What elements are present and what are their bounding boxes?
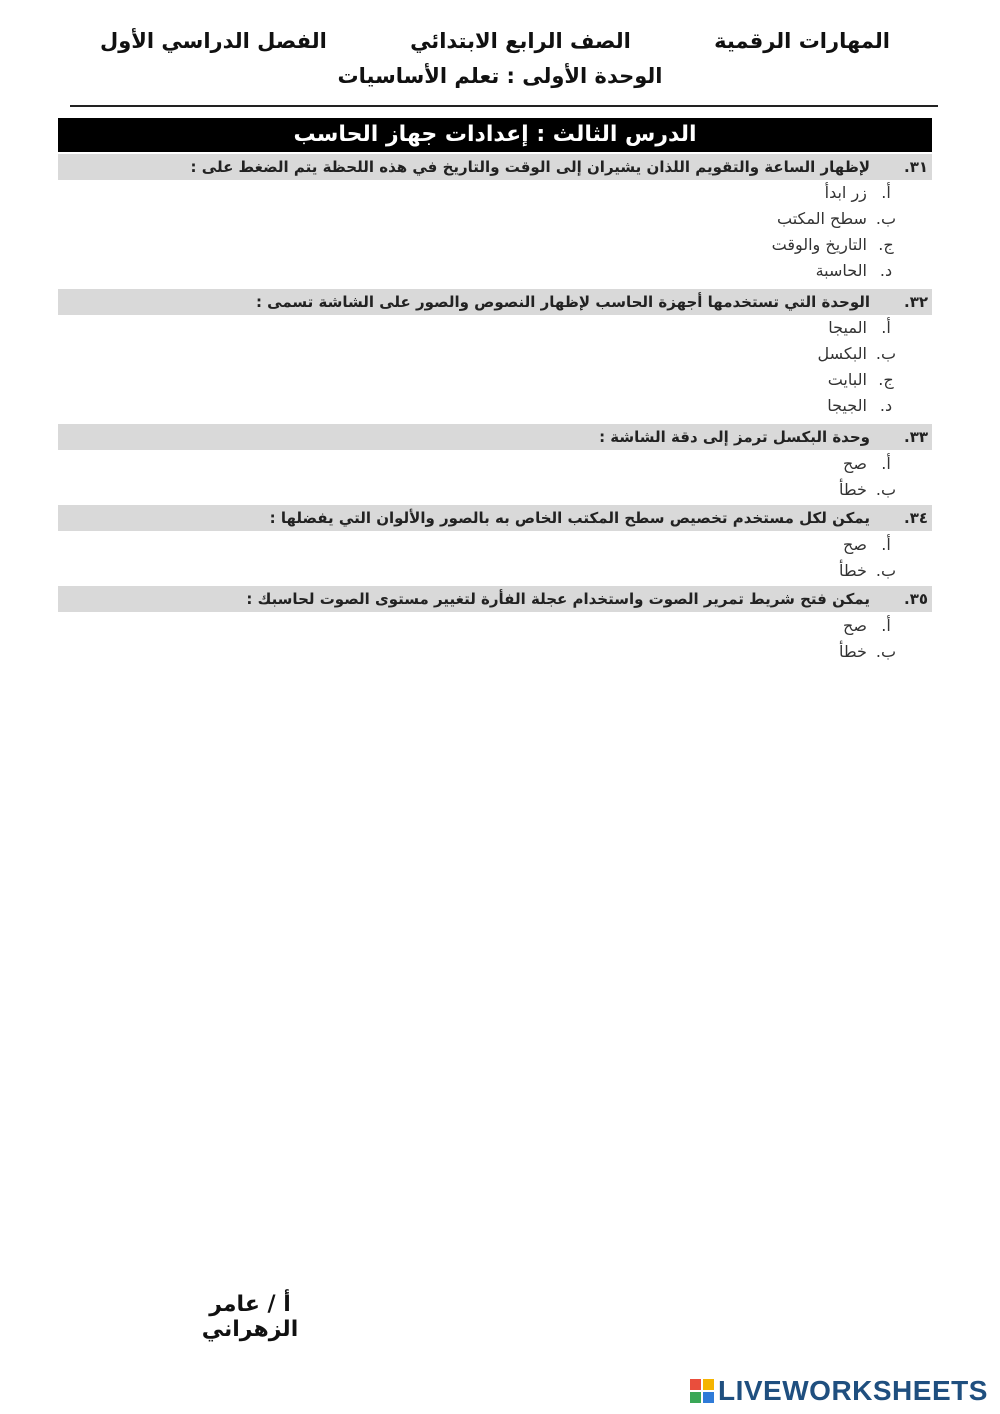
option-31-a[interactable]	[825, 180, 900, 206]
header-divider	[70, 105, 938, 107]
option-text: صح	[842, 616, 867, 635]
logo-square-blue	[703, 1392, 714, 1403]
document-header	[100, 24, 890, 58]
teacher-signature: أ / عامر الزهراني	[201, 1292, 299, 1342]
question-number: ٣٣.	[903, 428, 928, 446]
option-35-b[interactable]	[839, 639, 900, 665]
option-34-b[interactable]	[839, 558, 900, 584]
option-31-c[interactable]	[772, 232, 900, 258]
question-text: لإظهار الساعة والتقويم اللذان يشيران إلى الوقت والتاريخ في هذه اللحظة يتم الضغط على :	[190, 158, 870, 176]
logo-square-red	[690, 1379, 701, 1390]
option-letter: ب.	[875, 209, 897, 228]
option-letter: ب.	[875, 480, 897, 499]
option-letter: أ.	[881, 616, 891, 635]
option-31-b[interactable]	[777, 206, 900, 232]
option-text: الحاسبة	[815, 261, 867, 280]
grade-title: الصف الرابع الابتدائي	[410, 29, 631, 53]
question-35	[58, 586, 932, 612]
question-number: ٣١.	[903, 158, 928, 176]
option-letter: أ.	[881, 183, 891, 202]
option-letter: ب.	[875, 561, 897, 580]
option-text: صح	[842, 454, 867, 473]
unit-title: الوحدة الأولى : تعلم الأساسيات	[337, 64, 663, 88]
logo-square-green	[690, 1392, 701, 1403]
option-33-a[interactable]	[843, 451, 900, 477]
option-32-b[interactable]	[818, 341, 900, 367]
option-letter: أ.	[881, 318, 891, 337]
option-text: صح	[842, 535, 867, 554]
question-text: يمكن لكل مستخدم تخصيص سطح المكتب الخاص به بالصور والألوان التي يفضلها :	[269, 509, 870, 527]
option-text: خطأ	[839, 642, 867, 661]
option-letter: أ.	[881, 535, 891, 554]
term-title: الفصل الدراسي الأول	[100, 29, 327, 53]
liveworksheets-logo[interactable]	[690, 1374, 988, 1408]
option-text: التاريخ والوقت	[771, 235, 867, 254]
question-number: ٣٤.	[903, 509, 928, 527]
option-letter: د.	[879, 261, 893, 280]
option-letter: د.	[879, 396, 893, 415]
option-letter: ج.	[878, 370, 894, 389]
option-text: الميجا	[828, 318, 867, 337]
question-number: ٣٢.	[903, 293, 928, 311]
question-text: وحدة البكسل ترمز إلى دقة الشاشة :	[599, 428, 870, 446]
option-text: خطأ	[839, 561, 867, 580]
brand-logo-icon	[690, 1379, 714, 1403]
option-text: الجيجا	[827, 396, 867, 415]
option-text: البايت	[827, 370, 867, 389]
option-text: خطأ	[839, 480, 867, 499]
question-33	[58, 424, 932, 450]
logo-square-yellow	[703, 1379, 714, 1390]
subject-title: المهارات الرقمية	[714, 29, 890, 53]
option-35-a[interactable]	[843, 613, 900, 639]
option-text: زر ابدأ	[824, 183, 867, 202]
option-33-b[interactable]	[839, 477, 900, 503]
option-letter: ج.	[878, 235, 894, 254]
option-31-d[interactable]	[816, 258, 900, 284]
question-31	[58, 154, 932, 180]
brand-name: LIVEWORKSHEETS	[718, 1375, 988, 1406]
option-32-a[interactable]	[828, 315, 900, 341]
question-32	[58, 289, 932, 315]
option-letter: ب.	[875, 344, 897, 363]
option-text: البكسل	[817, 344, 867, 363]
question-number: ٣٥.	[903, 590, 928, 608]
option-letter: ب.	[875, 642, 897, 661]
option-34-a[interactable]	[843, 532, 900, 558]
option-text: سطح المكتب	[777, 209, 867, 228]
lesson-title: الدرس الثالث : إعدادات جهاز الحاسب	[58, 118, 932, 152]
question-34	[58, 505, 932, 531]
option-32-d[interactable]	[827, 393, 900, 419]
question-text: يمكن فتح شريط تمرير الصوت واستخدام عجلة الفأرة لتغيير مستوى الصوت لحاسبك :	[246, 590, 870, 608]
option-32-c[interactable]	[828, 367, 900, 393]
question-text: الوحدة التي تستخدمها أجهزة الحاسب لإظهار النصوص والصور على الشاشة تسمى :	[255, 293, 870, 311]
option-letter: أ.	[881, 454, 891, 473]
